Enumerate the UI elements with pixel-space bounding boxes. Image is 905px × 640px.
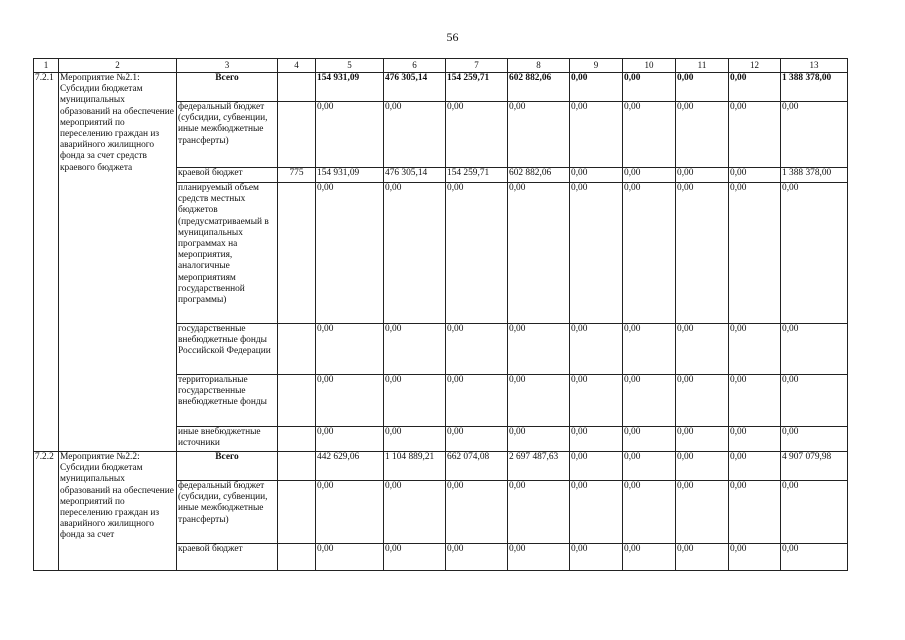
amount-cell: 0,00 xyxy=(570,73,623,102)
amount-cell: 0,00 xyxy=(781,375,848,427)
column-number: 4 xyxy=(278,59,316,73)
amount-cell: 476 305,14 xyxy=(384,73,446,102)
amount-cell: 0,00 xyxy=(570,481,623,544)
amount-cell: 0,00 xyxy=(384,183,446,324)
funding-source: государственные внебюджетные фонды Российской Федерации xyxy=(177,324,278,375)
table-row xyxy=(34,452,848,481)
budget-code xyxy=(278,375,316,427)
event-code: 7.2.1 xyxy=(34,73,59,452)
amount-cell: 0,00 xyxy=(508,481,570,544)
amount-cell: 0,00 xyxy=(781,183,848,324)
table-row xyxy=(34,73,848,102)
amount-cell: 0,00 xyxy=(623,324,676,375)
amount-cell: 0,00 xyxy=(570,375,623,427)
budget-code xyxy=(278,73,316,102)
amount-cell: 0,00 xyxy=(623,544,676,571)
amount-cell: 0,00 xyxy=(676,324,729,375)
amount-cell: 476 305,14 xyxy=(384,168,446,183)
column-number: 9 xyxy=(570,59,623,73)
funding-source: Всего xyxy=(177,73,278,102)
amount-cell: 0,00 xyxy=(623,375,676,427)
amount-cell: 0,00 xyxy=(570,452,623,481)
amount-cell: 0,00 xyxy=(446,427,508,452)
amount-cell: 0,00 xyxy=(781,102,848,168)
funding-source: планируемый объем средств местных бюджетов (предусматриваемый в муниципальных программах на мероприятия, аналогичные мероприятиям государственной программы) xyxy=(177,183,278,324)
amount-cell: 0,00 xyxy=(570,102,623,168)
amount-cell: 0,00 xyxy=(570,544,623,571)
amount-cell: 0,00 xyxy=(446,544,508,571)
amount-cell: 0,00 xyxy=(446,324,508,375)
budget-code xyxy=(278,427,316,452)
event-code: 7.2.2 xyxy=(34,452,59,571)
amount-cell: 0,00 xyxy=(729,324,781,375)
amount-cell: 0,00 xyxy=(781,324,848,375)
budget-code xyxy=(278,452,316,481)
amount-cell: 0,00 xyxy=(384,375,446,427)
column-number: 12 xyxy=(729,59,781,73)
amount-cell: 1 388 378,00 xyxy=(781,168,848,183)
budget-code xyxy=(278,544,316,571)
budget-code xyxy=(278,481,316,544)
amount-cell: 0,00 xyxy=(781,427,848,452)
funding-source: краевой бюджет xyxy=(177,168,278,183)
column-number: 1 xyxy=(34,59,59,73)
amount-cell: 0,00 xyxy=(570,183,623,324)
amount-cell: 0,00 xyxy=(508,324,570,375)
amount-cell: 0,00 xyxy=(623,102,676,168)
column-number: 5 xyxy=(316,59,384,73)
amount-cell: 154 931,09 xyxy=(316,168,384,183)
amount-cell: 0,00 xyxy=(446,183,508,324)
amount-cell: 0,00 xyxy=(508,544,570,571)
budget-code xyxy=(278,324,316,375)
amount-cell: 0,00 xyxy=(316,544,384,571)
column-number: 3 xyxy=(177,59,278,73)
amount-cell: 602 882,06 xyxy=(508,73,570,102)
amount-cell: 0,00 xyxy=(623,427,676,452)
event-name: Мероприятие №2.1: Субсидии бюджетам муниципальных образований на обеспечение мероприятий по переселению граждан из аварийного жилищного фонда за счет средств краевого бюджета xyxy=(59,73,177,452)
amount-cell: 0,00 xyxy=(623,183,676,324)
amount-cell: 0,00 xyxy=(676,452,729,481)
amount-cell: 154 931,09 xyxy=(316,73,384,102)
amount-cell: 0,00 xyxy=(676,375,729,427)
amount-cell: 154 259,71 xyxy=(446,168,508,183)
amount-cell: 0,00 xyxy=(316,481,384,544)
amount-cell: 0,00 xyxy=(729,481,781,544)
funding-source: федеральный бюджет (субсидии, субвенции, иные межбюджетные трансферты) xyxy=(177,102,278,168)
amount-cell: 0,00 xyxy=(623,73,676,102)
amount-cell: 0,00 xyxy=(781,544,848,571)
amount-cell: 0,00 xyxy=(729,73,781,102)
column-number: 13 xyxy=(781,59,848,73)
column-number: 7 xyxy=(446,59,508,73)
amount-cell: 0,00 xyxy=(676,73,729,102)
amount-cell: 0,00 xyxy=(676,544,729,571)
amount-cell: 0,00 xyxy=(508,427,570,452)
amount-cell: 0,00 xyxy=(623,452,676,481)
column-number: 8 xyxy=(508,59,570,73)
amount-cell: 0,00 xyxy=(384,481,446,544)
amount-cell: 0,00 xyxy=(508,375,570,427)
amount-cell: 662 074,08 xyxy=(446,452,508,481)
page-number: 56 xyxy=(446,30,459,44)
funding-source: Всего xyxy=(177,452,278,481)
amount-cell: 2 697 487,63 xyxy=(508,452,570,481)
column-number: 11 xyxy=(676,59,729,73)
funding-source: федеральный бюджет (субсидии, субвенции, иные межбюджетные трансферты) xyxy=(177,481,278,544)
amount-cell: 0,00 xyxy=(623,168,676,183)
event-name: Мероприятие №2.2: Субсидии бюджетам муниципальных образований на обеспечение мероприятий по переселению граждан из аварийного жилищного фонда за счет xyxy=(59,452,177,571)
amount-cell: 0,00 xyxy=(676,481,729,544)
amount-cell: 0,00 xyxy=(729,452,781,481)
amount-cell: 0,00 xyxy=(446,102,508,168)
amount-cell: 0,00 xyxy=(729,427,781,452)
amount-cell: 0,00 xyxy=(676,102,729,168)
amount-cell: 0,00 xyxy=(623,481,676,544)
amount-cell: 0,00 xyxy=(676,168,729,183)
amount-cell: 1 388 378,00 xyxy=(781,73,848,102)
amount-cell: 0,00 xyxy=(676,427,729,452)
amount-cell: 0,00 xyxy=(729,183,781,324)
column-number: 2 xyxy=(59,59,177,73)
amount-cell: 0,00 xyxy=(384,324,446,375)
amount-cell: 0,00 xyxy=(729,544,781,571)
amount-cell: 602 882,06 xyxy=(508,168,570,183)
amount-cell: 0,00 xyxy=(316,375,384,427)
amount-cell: 0,00 xyxy=(729,375,781,427)
budget-code: 775 xyxy=(278,168,316,183)
funding-source: территориальные государственные внебюджетные фонды xyxy=(177,375,278,427)
amount-cell: 0,00 xyxy=(384,544,446,571)
amount-cell: 0,00 xyxy=(508,102,570,168)
amount-cell: 0,00 xyxy=(316,102,384,168)
amount-cell: 0,00 xyxy=(384,102,446,168)
amount-cell: 0,00 xyxy=(781,481,848,544)
column-numbers-row xyxy=(34,59,848,73)
amount-cell: 0,00 xyxy=(316,427,384,452)
column-number: 6 xyxy=(384,59,446,73)
amount-cell: 0,00 xyxy=(446,375,508,427)
amount-cell: 0,00 xyxy=(570,324,623,375)
amount-cell: 0,00 xyxy=(316,183,384,324)
amount-cell: 442 629,06 xyxy=(316,452,384,481)
budget-code xyxy=(278,183,316,324)
amount-cell: 4 907 079,98 xyxy=(781,452,848,481)
amount-cell: 0,00 xyxy=(570,427,623,452)
budget-code xyxy=(278,102,316,168)
amount-cell: 154 259,71 xyxy=(446,73,508,102)
amount-cell: 0,00 xyxy=(729,102,781,168)
amount-cell: 0,00 xyxy=(676,183,729,324)
amount-cell: 0,00 xyxy=(570,168,623,183)
funding-source: краевой бюджет xyxy=(177,544,278,571)
amount-cell: 0,00 xyxy=(446,481,508,544)
budget-table xyxy=(33,58,848,571)
amount-cell: 0,00 xyxy=(316,324,384,375)
amount-cell: 0,00 xyxy=(384,427,446,452)
funding-source: иные внебюджетные источники xyxy=(177,427,278,452)
amount-cell: 0,00 xyxy=(729,168,781,183)
amount-cell: 0,00 xyxy=(508,183,570,324)
column-number: 10 xyxy=(623,59,676,73)
amount-cell: 1 104 889,21 xyxy=(384,452,446,481)
